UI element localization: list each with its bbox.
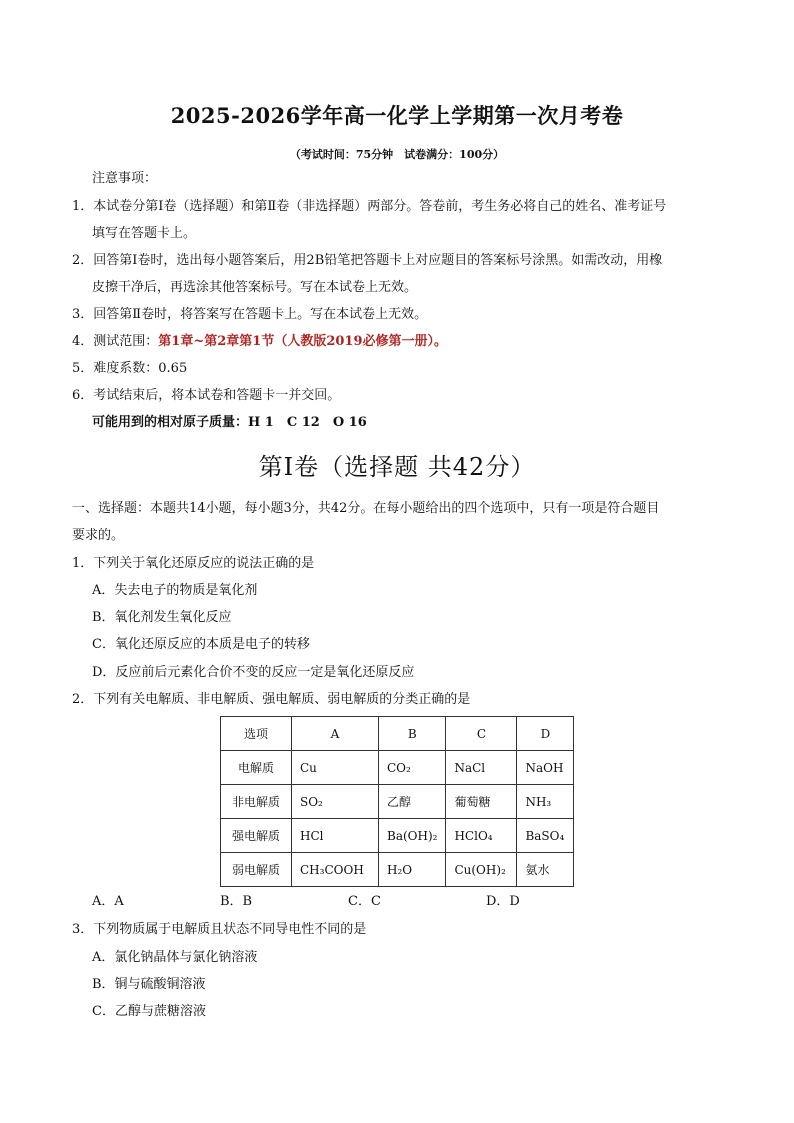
- table-row-label: 非电解质: [221, 785, 292, 819]
- notice-item-2: [72, 252, 662, 270]
- table-header-cell: D: [517, 717, 574, 751]
- notice-num: 6．: [72, 388, 94, 403]
- notice-text: 难度系数：0.65: [93, 361, 188, 376]
- table-header-cell: C: [446, 717, 517, 751]
- table-header-cell: A: [292, 717, 379, 751]
- table-cell: NH₃: [517, 785, 574, 819]
- table-cell: H₂O: [379, 853, 446, 887]
- table-cell: BaSO₄: [517, 819, 574, 853]
- table-cell: CH₃COOH: [292, 853, 379, 887]
- test-scope-label: 测试范围：: [93, 334, 159, 349]
- notice-item-1: [72, 198, 666, 216]
- table-cell: Ba(OH)₂: [379, 819, 446, 853]
- notice-num: 3．: [72, 307, 94, 322]
- table-cell: 氨水: [517, 853, 574, 887]
- question-1-option-c: C．氧化还原反应的本质是电子的转移: [92, 637, 310, 652]
- classification-table: [220, 716, 574, 887]
- table-row: [221, 819, 574, 853]
- question-1-stem: 1．下列关于氧化还原反应的说法正确的是: [72, 556, 315, 571]
- test-scope-value: 第1章~第2章第1节（人教版2019必修第一册）。: [158, 334, 448, 349]
- table-row-label: 强电解质: [221, 819, 292, 853]
- notice-text: 填写在答题卡上。: [92, 226, 197, 241]
- notice-text: 考试结束后，将本试卷和答题卡一并交回。: [93, 388, 341, 403]
- atomic-mass-note: 可能用到的相对原子质量：H 1 C 12 O 16: [92, 415, 367, 430]
- question-3-option-b: B．铜与硫酸铜溶液: [92, 977, 206, 992]
- table-cell: NaOH: [517, 751, 574, 785]
- section-intro-line: 一、选择题：本题共14小题，每小题3分，共42分。在每小题给出的四个选项中，只有一项是符合题目: [72, 501, 660, 516]
- table-cell: 葡萄糖: [446, 785, 517, 819]
- table-cell: SO₂: [292, 785, 379, 819]
- notice-num: 5．: [72, 361, 94, 376]
- table-row: [221, 853, 574, 887]
- part1-title: 第Ⅰ卷（选择题 共42分）: [258, 453, 536, 481]
- notice-item-4: [72, 333, 447, 351]
- table-header-cell: B: [379, 717, 446, 751]
- exam-info: （考试时间：75分钟 试卷满分：100分）: [289, 148, 505, 161]
- notice-item-3: [72, 306, 427, 324]
- question-2-option-a: A．A: [92, 894, 124, 909]
- table-header-cell: 选项: [221, 717, 292, 751]
- notice-heading: 注意事项：: [92, 171, 158, 186]
- notice-text: 回答第Ⅱ卷时，将答案写在答题卡上。写在本试卷上无效。: [93, 307, 428, 322]
- table-cell: Cu(OH)₂: [446, 853, 517, 887]
- section-intro-line: 要求的。: [72, 528, 125, 543]
- notice-num: 4．: [72, 334, 94, 349]
- section-intro: [72, 500, 659, 518]
- table-row: [221, 751, 574, 785]
- notice-item-6: [72, 387, 340, 405]
- table-cell: CO₂: [379, 751, 446, 785]
- notice-item-5: [72, 360, 187, 378]
- notice-text: 本试卷分第Ⅰ卷（选择题）和第Ⅱ卷（非选择题）两部分。答卷前，考生务必将自己的姓名、准考证号: [93, 199, 667, 214]
- question-1-option-a: A．失去电子的物质是氧化剂: [92, 583, 258, 598]
- table-cell: HClO₄: [446, 819, 517, 853]
- table-cell: 乙醇: [379, 785, 446, 819]
- question-1-option-d: D．反应前后元素化合价不变的反应一定是氧化还原反应: [92, 665, 415, 680]
- table-cell: NaCl: [446, 751, 517, 785]
- question-2-option-b: B．B: [220, 894, 253, 909]
- table-row-label: 弱电解质: [221, 853, 292, 887]
- notice-text: 回答第Ⅰ卷时，选出每小题答案后，用2B铅笔把答题卡上对应题目的答案标号涂黑。如需改动，用橡: [93, 253, 663, 268]
- question-3-stem: 3．下列物质属于电解质且状态不同导电性不同的是: [72, 922, 367, 937]
- notice-num: 2．: [72, 253, 94, 268]
- question-3-option-c: C．乙醇与蔗糖溶液: [92, 1004, 206, 1019]
- table-header-row: [221, 717, 574, 751]
- question-1-option-b: B．氧化剂发生氧化反应: [92, 610, 232, 625]
- question-2-stem: 2．下列有关电解质、非电解质、强电解质、弱电解质的分类正确的是: [72, 692, 471, 707]
- question-3-option-a: A．氯化钠晶体与氯化钠溶液: [92, 950, 258, 965]
- table-row: [221, 785, 574, 819]
- notice-num: 1．: [72, 199, 94, 214]
- table-row-label: 电解质: [221, 751, 292, 785]
- question-2-option-c: C．C: [348, 894, 381, 909]
- notice-text: 皮擦干净后，再选涂其他答案标号。写在本试卷上无效。: [92, 280, 418, 295]
- question-2-option-d: D．D: [486, 894, 520, 909]
- table-cell: HCl: [292, 819, 379, 853]
- page-title: 2025-2026学年高一化学上学期第一次月考卷: [170, 103, 624, 128]
- table-cell: Cu: [292, 751, 379, 785]
